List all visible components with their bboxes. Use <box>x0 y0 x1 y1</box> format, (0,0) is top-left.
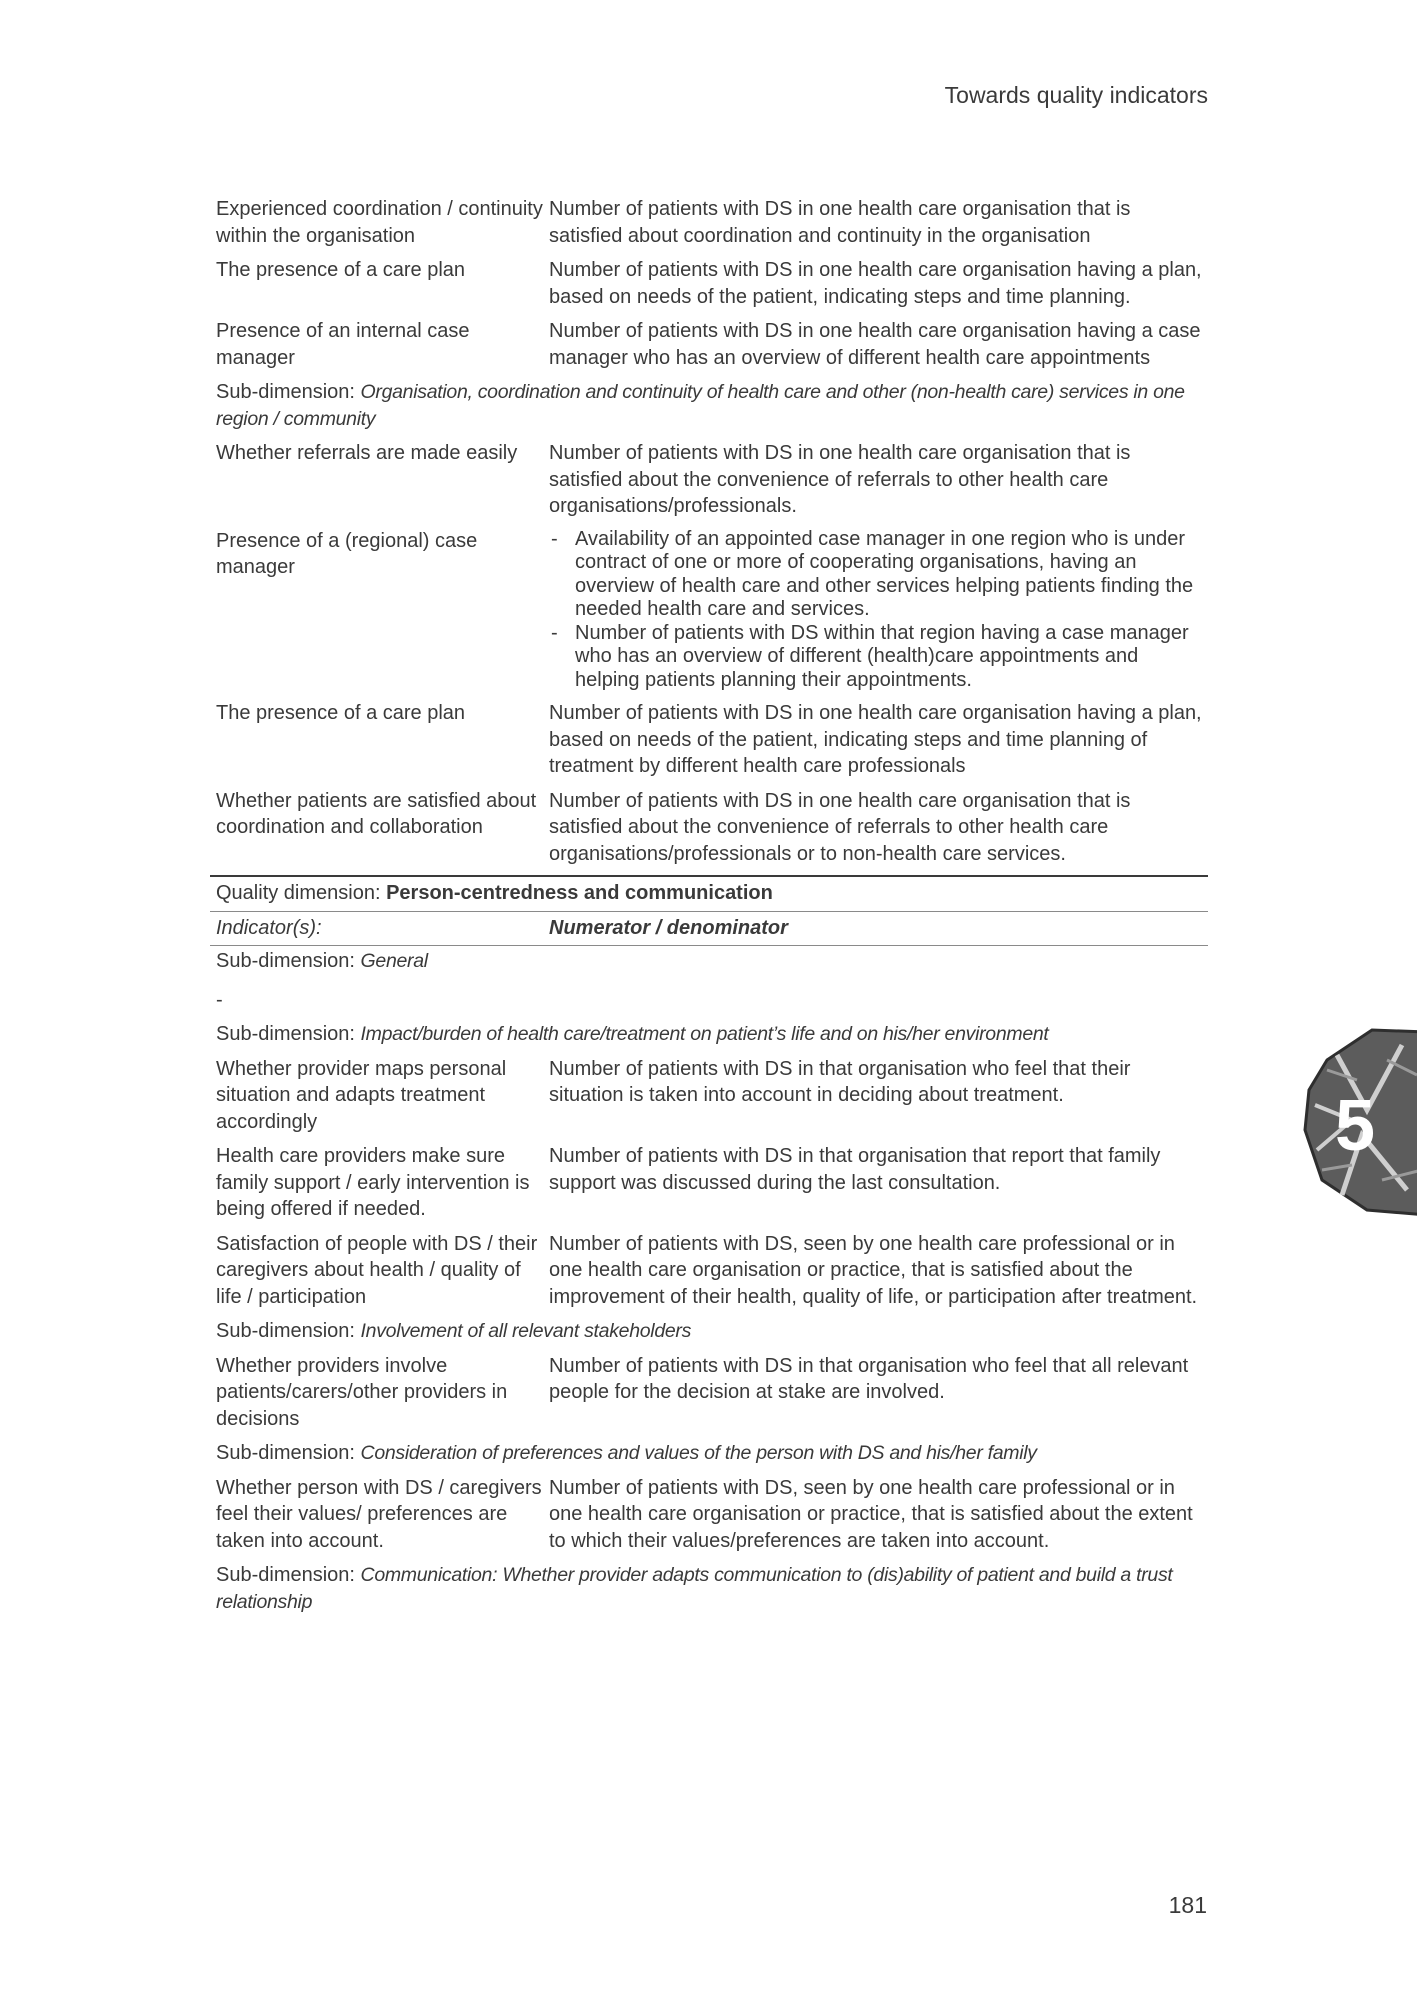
sub-dimension-prefix: Sub-dimension: <box>216 1442 361 1464</box>
measure-cell: Number of patients with DS in that organisation who feel that all relevant people for the decision at stake are involved. <box>549 1354 1189 1403</box>
measure-list <box>549 528 1202 693</box>
sub-dimension-title: Impact/burden of health care/treatment on patient’s life and on his/her environment <box>360 1023 1049 1045</box>
table-row <box>210 438 1208 526</box>
table-row <box>210 698 1208 786</box>
empty-row-dash: - <box>216 988 223 1011</box>
measure-cell: Number of patients with DS in one health care organisation that is satisfied about coordination and continuity in the organisation <box>549 198 1131 247</box>
chapter-badge-graphic <box>1297 1020 1417 1220</box>
indicator-cell: Satisfaction of people with DS / their caregivers about health / quality of life / participation <box>216 1232 538 1308</box>
sub-dimension-prefix: Sub-dimension: <box>216 1564 361 1586</box>
page-number: 181 <box>1168 1892 1207 1918</box>
indicator-table <box>210 194 1208 1621</box>
indicator-cell: Presence of an internal case manager <box>216 320 470 369</box>
indicator-cell: Presence of a (regional) case manager <box>216 529 478 578</box>
measure-cell: Number of patients with DS in one health care organisation having a plan, based on needs of the patient, indicating steps and time planning of treatment by different health care professionals <box>549 702 1202 777</box>
sub-dimension-heading <box>210 1438 1208 1473</box>
sub-dimension-title: Organisation, coordination and continuity of health care and other (non-health care) services in one region / community <box>216 381 1185 430</box>
indicator-cell: Whether provider maps personal situation and adapts treatment accordingly <box>216 1057 507 1133</box>
indicator-cell: Health care providers make sure family support / early intervention is being offered if needed. <box>216 1145 530 1220</box>
indicator-cell: Whether referrals are made easily <box>216 442 518 464</box>
column-header-row <box>210 912 1208 947</box>
indicator-cell: Whether person with DS / caregivers feel their values/ preferences are taken into account. <box>216 1476 542 1552</box>
table-row <box>210 1473 1208 1561</box>
sub-dimension-prefix: Sub-dimension: <box>216 1320 361 1342</box>
measure-cell: Number of patients with DS in that organisation that report that family support was discussed during the last consultation. <box>549 1145 1161 1194</box>
list-item: - Number of patients with DS within that region having a case manager who has an overview of different (health)care appointments and helping patients planning their appointments. <box>549 622 1202 693</box>
measure-cell <box>549 528 1202 693</box>
indicator-cell: Whether patients are satisfied about coordination and collaboration <box>216 789 537 838</box>
chapter-number: 5 <box>1335 1086 1376 1166</box>
table-row <box>210 194 1208 255</box>
measure-cell: Number of patients with DS in one health care organisation having a plan, based on needs of the patient, indicating steps and time planning. <box>549 259 1202 308</box>
sub-dimension-prefix: Sub-dimension: <box>216 1023 361 1045</box>
sub-dimension-title: General <box>360 950 428 972</box>
quality-dimension-prefix: Quality dimension: <box>216 882 387 904</box>
sub-dimension-prefix: Sub-dimension: <box>216 381 361 403</box>
table-row <box>210 316 1208 377</box>
column-header-indicator: Indicator(s): <box>216 916 322 939</box>
sub-dimension-title: Communication: Whether provider adapts communication to (dis)ability of patient and build a trust relationship <box>216 1564 1173 1613</box>
list-item: - Availability of an appointed case manager in one region who is under contract of one or more of cooperating organisations, having an overview of health care and other services helping patients finding the needed health care and services. <box>549 528 1202 622</box>
sub-dimension-heading <box>210 946 1208 981</box>
measure-cell: Number of patients with DS in that organisation who feel that their situation is taken into account in deciding about treatment. <box>549 1057 1131 1106</box>
table-row <box>210 1351 1208 1439</box>
running-header: Towards quality indicators <box>944 82 1208 108</box>
indicator-cell: Experienced coordination / continuity within the organisation <box>216 198 543 247</box>
indicator-cell: Whether providers involve patients/carers/other providers in decisions <box>216 1354 508 1430</box>
table-row <box>210 255 1208 316</box>
quality-dimension-heading <box>210 875 1208 912</box>
measure-cell: Number of patients with DS in one health care organisation that is satisfied about the convenience of referrals to other health care organisations/professionals. <box>549 442 1131 517</box>
measure-cell: Number of patients with DS, seen by one health care professional or in one health care organisation or practice, that is satisfied about the improvement of their health, quality of life, or participation after treatment. <box>549 1232 1198 1308</box>
indicator-cell: The presence of a care plan <box>216 702 466 724</box>
table-row <box>210 1229 1208 1317</box>
column-header-measure: Numerator / denominator <box>549 916 788 939</box>
chapter-badge <box>1297 1020 1417 1220</box>
sub-dimension-title: Consideration of preferences and values of the person with DS and his/her family <box>360 1442 1037 1464</box>
measure-cell: Number of patients with DS, seen by one health care professional or in one health care organisation or practice, that is satisfied about the extent to which their values/preferences are taken into account. <box>549 1476 1193 1552</box>
table-row <box>210 1054 1208 1142</box>
measure-cell: Number of patients with DS in one health care organisation that is satisfied about the convenience of referrals to other health care organisations/professionals or to non-health care services. <box>549 789 1131 865</box>
measure-cell: Number of patients with DS in one health care organisation having a case manager who has an overview of different health care appointments <box>549 320 1201 369</box>
quality-dimension-name: Person-centredness and communication <box>386 882 773 904</box>
sub-dimension-heading <box>210 1019 1208 1054</box>
table-row <box>210 1141 1208 1229</box>
table-row <box>210 526 1208 699</box>
sub-dimension-heading <box>210 1316 1208 1351</box>
sub-dimension-title: Involvement of all relevant stakeholders <box>360 1320 692 1342</box>
indicator-cell: The presence of a care plan <box>216 259 466 281</box>
sub-dimension-heading <box>210 377 1208 438</box>
sub-dimension-heading <box>210 1560 1208 1621</box>
sub-dimension-prefix: Sub-dimension: <box>216 950 361 972</box>
table-row <box>210 786 1208 874</box>
